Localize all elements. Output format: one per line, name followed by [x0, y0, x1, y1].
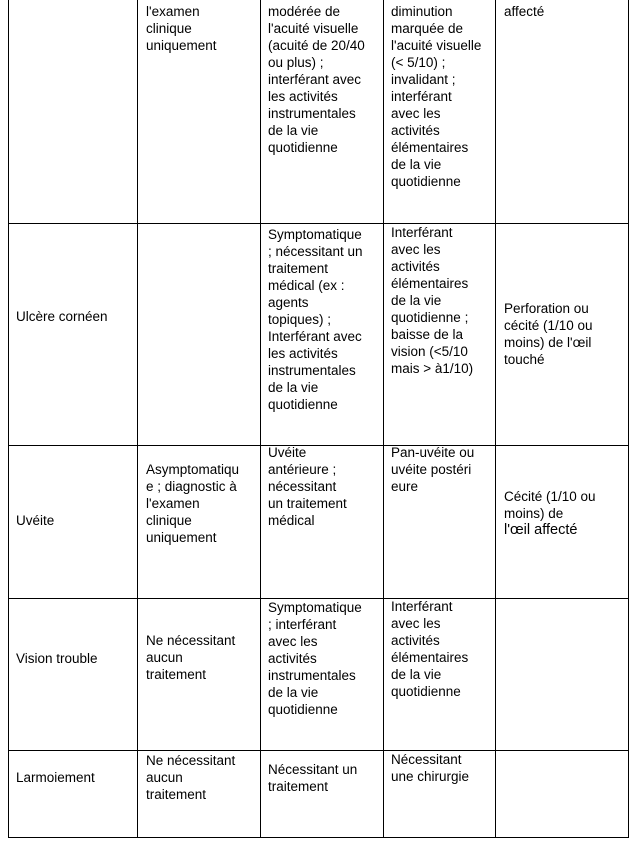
table-cell-grade1: l'examen clinique uniquement [146, 4, 217, 53]
table-cell-grade2: Nécessitant un traitement [268, 762, 358, 794]
table-row-divider [8, 750, 629, 751]
table-cell-grade3: Interférant avec les activités élémentaires de la vie quotidienne [391, 599, 469, 699]
table-cell-grade1: Asymptomatiqu e ; diagnostic à l'examen clinique uniquement [146, 462, 240, 545]
table-border-bottom [8, 837, 629, 838]
table-cell-grade2: Symptomatique ; interférant avec les activités instrumentales de la vie quotidienne [268, 600, 362, 717]
table-cell-adverse-event: Uvéite [16, 513, 55, 528]
table-column-divider [383, 0, 384, 838]
table-cell-grade1: Ne nécessitant aucun traitement [146, 753, 236, 802]
table-cell-grade3: diminution marquée de l'acuité visuelle (< 5/10) ; invalidant ; interférant avec les activités élémentaires de la vie quotidienne [391, 4, 482, 189]
table-row-divider [8, 223, 629, 224]
table-cell-grade3: Pan-uvéite ou uvéite postéri eure [391, 445, 475, 494]
table-cell-grade2: modérée de l'acuité visuelle (acuité de 20/40 ou plus) ; interférant avec les activités instrumentales de la vie quotidienne [268, 4, 365, 155]
table-cell-grade2: Symptomatique ; nécessitant un traitement médical (ex : agents topiques) ; Interférant avec les activités instrumentales de la vie quotidienne [268, 227, 363, 412]
table-cell-grade3: Nécessitant une chirurgie [391, 752, 470, 784]
table-cell-adverse-event: Vision trouble [16, 651, 98, 666]
table-border-left [8, 0, 9, 838]
table-cell-grade4: Cécité (1/10 ou moins) de l'œil affecté [504, 489, 596, 538]
table-column-divider [137, 0, 138, 838]
table-cell-grade1: Ne nécessitant aucun traitement [146, 633, 236, 682]
table-cell-grade3: Interférant avec les activités élémentaires de la vie quotidienne ; baisse de la vision (<5/10 mais > à1/10) [391, 225, 474, 376]
table-border-right [628, 0, 629, 838]
table-cell-adverse-event: Larmoiement [16, 770, 95, 785]
table-cell-grade2: Uvéite antérieure ; nécessitant un traitement médical [268, 445, 347, 528]
table-column-divider [260, 0, 261, 838]
table-cell-grade4: affecté [504, 4, 545, 19]
table-cell-adverse-event: Ulcère cornéen [16, 309, 108, 324]
table-cell-grade4: Perforation ou cécité (1/10 ou moins) de l'œil touché [504, 301, 593, 367]
table-column-divider [495, 0, 496, 838]
